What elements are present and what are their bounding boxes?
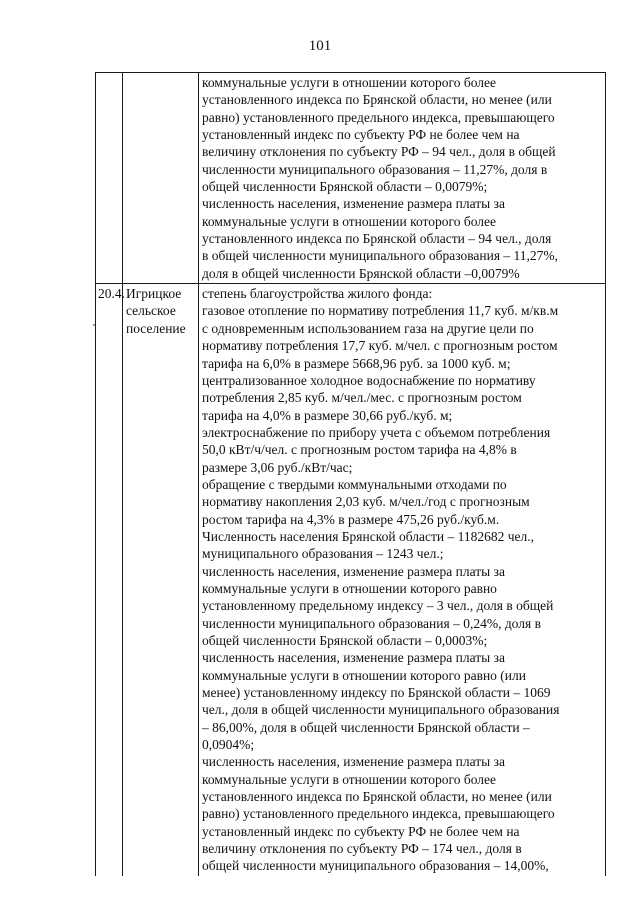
settlement-name-cell <box>123 284 199 876</box>
text-line: коммунальные услуги в отношении которого более <box>202 771 496 787</box>
text-line: нормативу потребления 17,7 куб. м/чел. с прогнозным ростом <box>202 338 558 354</box>
text-line: с одновременным использованием газа на другие цели по <box>202 320 534 336</box>
text-line: – 86,00%, доля в общей численности Брянской области – <box>202 719 530 735</box>
text-line: в общей численности муниципального образования – 11,27%, <box>202 248 559 264</box>
text-line: коммунальные услуги в отношении которого равно <box>202 580 497 596</box>
text-line: коммунальные услуги в отношении которого равно (или <box>202 667 526 683</box>
text-line: электроснабжение по прибору учета с объемом потребления <box>202 424 551 440</box>
text-line: чел., доля в общей численности муниципального образования <box>202 702 560 718</box>
text-line: численности муниципального образования – 0,24%, доля в <box>202 615 541 631</box>
text-line: установленный индекс по субъекту РФ не более чем на <box>202 127 520 143</box>
text-line: менее) установленному индексу по Брянской области – 1069 <box>202 685 551 701</box>
text-line: установленного индекса по Брянской области – 94 чел., доля <box>202 231 552 247</box>
settlement-name-line: поселение <box>126 320 186 336</box>
text-line: численность населения, изменение размера платы за <box>202 650 505 666</box>
text-line: установленному предельному индексу – 3 чел., доля в общей <box>202 598 554 614</box>
text-line: ростом тарифа на 4,3% в размере 475,26 руб./куб.м. <box>202 511 500 527</box>
row-number: 20.4. <box>98 286 125 302</box>
text-line: степень благоустройства жилого фонда: <box>202 286 433 302</box>
document-table <box>95 72 606 876</box>
text-line: величину отклонения по субъекту РФ – 174 чел., доля в <box>202 841 522 857</box>
text-line: численности муниципального образования – 11,27%, доля в <box>202 161 548 177</box>
settlement-name-line: Игрицкое <box>126 286 182 302</box>
settlement-name-cell <box>123 73 199 284</box>
text-line: тарифа на 6,0% в размере 5668,96 руб. за 1000 куб. м; <box>202 355 511 371</box>
page-number: 101 <box>308 38 332 54</box>
text-line: общей численности Брянской области – 0,0079%; <box>202 179 488 195</box>
text-line: муниципального образования – 1243 чел.; <box>202 546 444 562</box>
text-line: 0,0904%; <box>202 737 255 753</box>
settlement-name-line: сельское <box>126 303 176 319</box>
text-line: 50,0 кВт/ч/чел. с прогнозным ростом тарифа на 4,8% в <box>202 442 517 458</box>
text-line: равно) установленного предельного индекса, превышающего <box>202 806 555 822</box>
text-line: установленного индекса по Брянской области, но менее (или <box>202 789 552 805</box>
text-line: доля в общей численности Брянской области –0,0079% <box>202 265 520 281</box>
text-line: коммунальные услуги в отношении которого более <box>202 75 496 90</box>
scan-speck <box>93 324 95 326</box>
text-line: установленный индекс по субъекту РФ не более чем на <box>202 823 520 839</box>
table-row <box>96 73 606 284</box>
text-line: обращение с твердыми коммунальными отходами по <box>202 476 507 492</box>
text-line: величину отклонения по субъекту РФ – 94 чел., доля в общей <box>202 144 556 160</box>
description-cell <box>199 73 606 284</box>
text-line: газовое отопление по нормативу потребления 11,7 куб. м/кв.м <box>202 303 559 319</box>
text-line: тарифа на 4,0% в размере 30,66 руб./куб. м; <box>202 407 453 423</box>
row-number-cell <box>96 284 123 876</box>
text-line: общей численности Брянской области – 0,0003%; <box>202 633 488 648</box>
text-line: общей численности муниципального образования – 14,00%, <box>202 858 549 874</box>
text-line: коммунальные услуги в отношении которого более <box>202 213 496 229</box>
table-row <box>96 284 606 876</box>
description-cell <box>199 284 606 876</box>
text-line: численность населения, изменение размера платы за <box>202 754 505 770</box>
text-line: размере 3,06 руб./кВт/час; <box>202 459 353 475</box>
text-line: равно) установленного предельного индекса, превышающего <box>202 109 555 125</box>
text-line: потребления 2,85 куб. м/чел./мес. с прогнозным ростом <box>202 390 522 406</box>
text-line: численность населения, изменение размера платы за <box>202 563 505 579</box>
text-line: нормативу накопления 2,03 куб. м/чел./год с прогнозным <box>202 494 530 510</box>
text-line: Численность населения Брянской области – 1182682 чел., <box>202 528 534 544</box>
text-line: централизованное холодное водоснабжение по нормативу <box>202 372 536 388</box>
text-line: установленного индекса по Брянской области, но менее (или <box>202 92 552 108</box>
row-number-cell <box>96 73 123 284</box>
text-line: численность населения, изменение размера платы за <box>202 196 505 212</box>
